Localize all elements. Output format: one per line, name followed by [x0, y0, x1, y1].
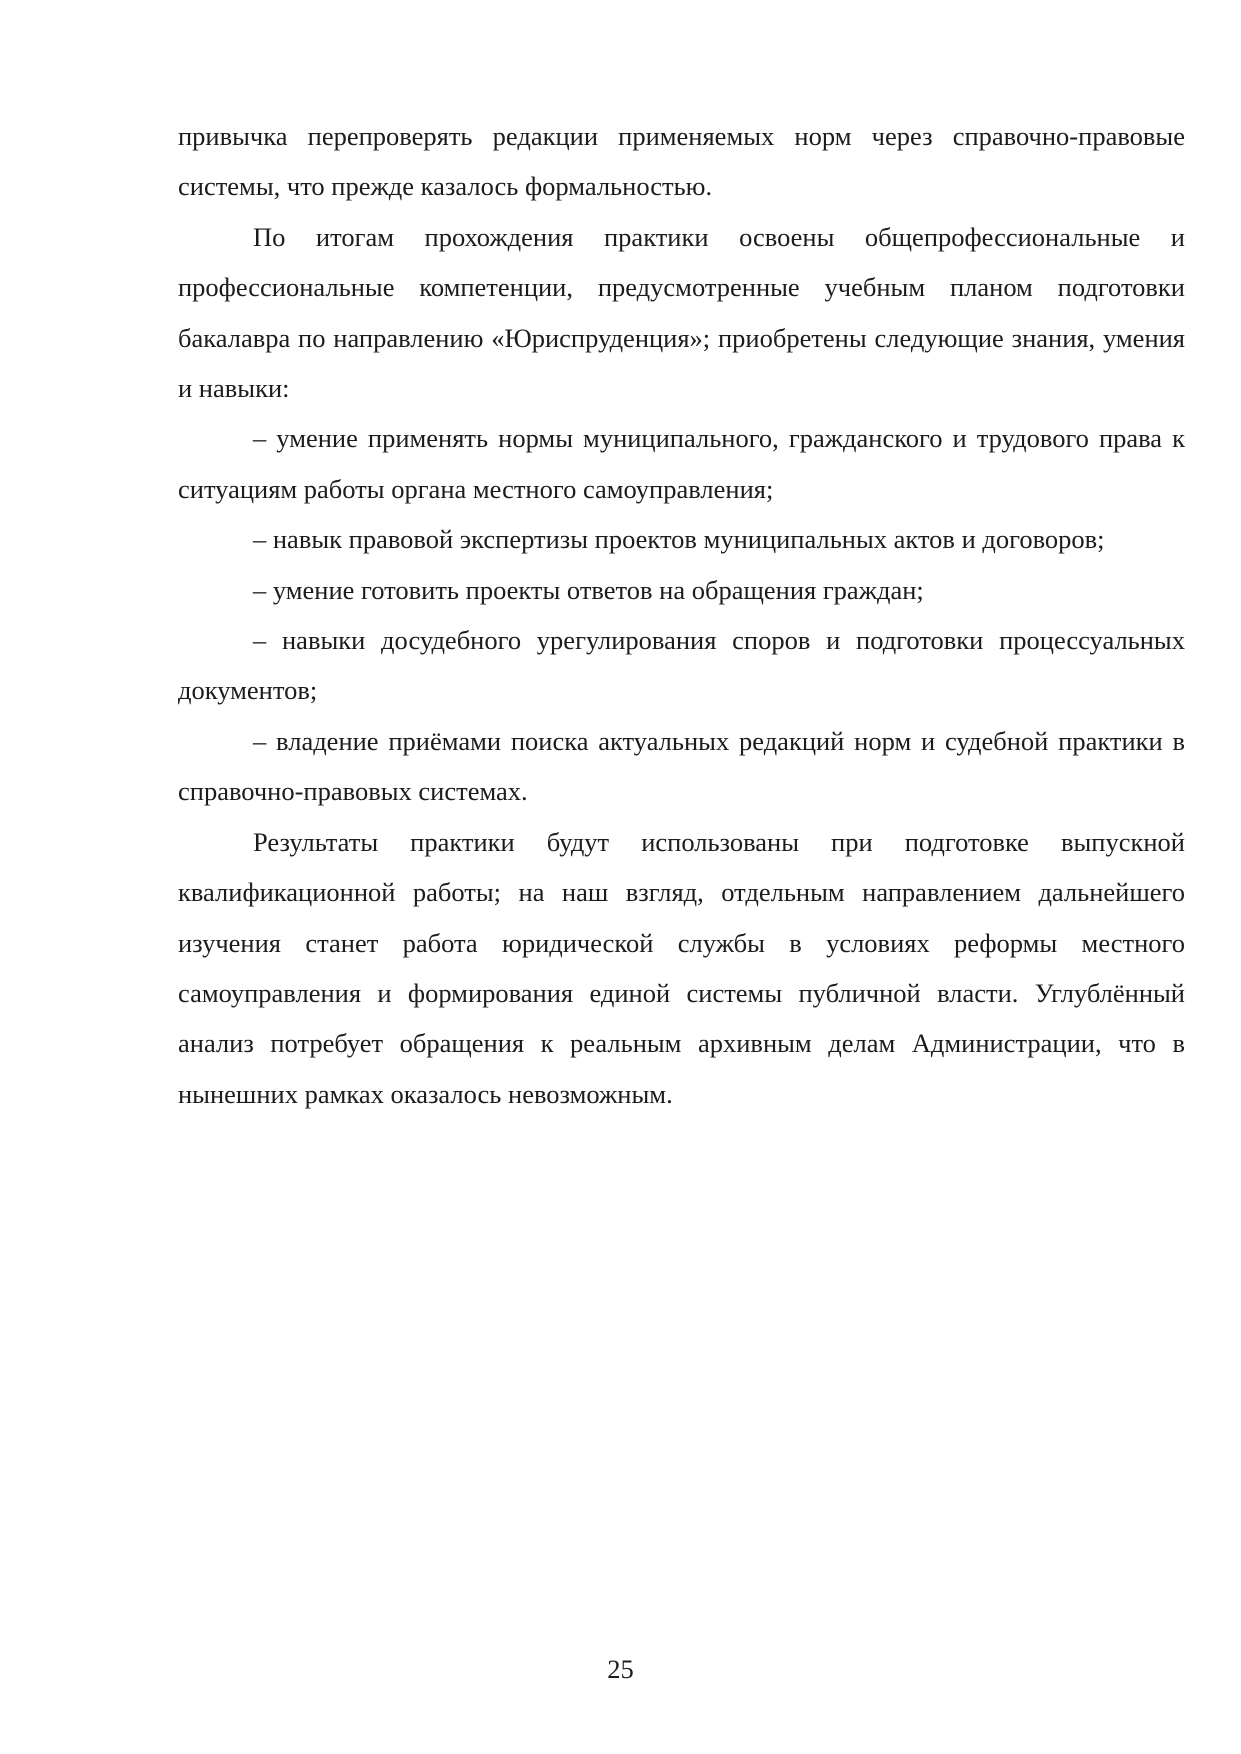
list-item-pretrial-settlement: – навыки досудебного урегулирования споров и подготовки процессуальных документов;: [178, 625, 1185, 706]
list-item-citizen-responses: – умение готовить проекты ответов на обращения граждан;: [253, 574, 924, 605]
paragraph-conclusion: Результаты практики будут использованы при подготовке выпускной квалификационной работы; на наш взгляд, отдельным направлением дальнейшего изучения станет работа юридической службы в условиях реформы местного самоуправления и формирования единой системы публичной власти. Углублённый анализ потребует обращения к реальным архивным делам Администрации, что в нынешних рамках оказалось невозможным.: [178, 826, 1185, 1109]
list-item-legal-search: – владение приёмами поиска актуальных редакций норм и судебной практики в справочно-правовых системах.: [178, 725, 1185, 807]
list-item-legal-expertise: – навык правовой экспертизы проектов муниципальных актов и договоров;: [253, 524, 1105, 555]
paragraph-practice-results: По итогам прохождения практики освоены общепрофессиональные и профессиональные компетенции, предусмотренные учебным планом подготовки бакалавра по направлению «Юриспруденция»; приобретены следующие знания, умения и навыки:: [178, 221, 1185, 404]
list-item-apply-norms: – умение применять нормы муниципального, гражданского и трудового права к ситуациям работы органа местного самоуправления;: [178, 423, 1185, 504]
page-number: 25: [607, 1654, 634, 1684]
paragraph-continuation: привычка перепроверять редакции применяемых норм через справочно-правовые системы, что прежде казалось формальностью.: [178, 121, 1185, 202]
body-text: [178, 111, 1185, 1119]
